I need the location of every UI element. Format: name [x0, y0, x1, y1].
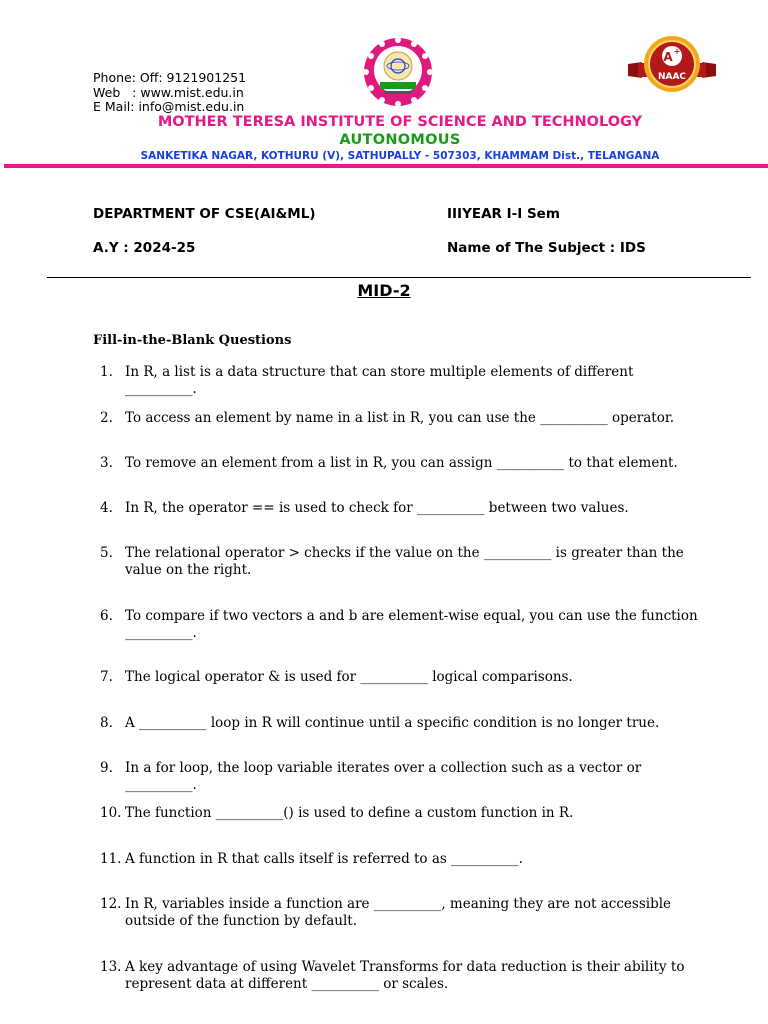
- question-item: [100, 715, 700, 732]
- question-text: In R, variables inside a function are __________, meaning they are not accessible outside of the function by default.: [125, 896, 672, 929]
- mist-seal-logo-icon: [362, 36, 434, 108]
- question-item: [100, 455, 700, 472]
- question-item: [100, 959, 700, 993]
- question-text: The logical operator & is used for __________ logical comparisons.: [125, 669, 573, 685]
- question-text: In a for loop, the loop variable iterates over a collection such as a vector or __________.: [125, 760, 642, 793]
- web-text: Web : www.mist.edu.in: [93, 84, 244, 100]
- question-text: To remove an element from a list in R, you can assign __________ to that element.: [125, 455, 678, 471]
- question-number: 1.: [100, 364, 113, 380]
- question-number: 7.: [100, 669, 113, 685]
- question-item: [100, 851, 700, 868]
- question-text: The function __________() is used to define a custom function in R.: [125, 805, 574, 821]
- institute-name: MOTHER TERESA INSTITUTE OF SCIENCE AND TECHNOLOGY: [157, 114, 643, 130]
- naac-label: NAAC: [657, 72, 687, 82]
- question-number: 12.: [100, 896, 122, 912]
- question-text: A __________ loop in R will continue until a specific condition is no longer true.: [125, 715, 660, 731]
- section-heading: Fill-in-the-Blank Questions: [93, 333, 292, 348]
- question-item: [100, 608, 700, 642]
- question-text: The relational operator > checks if the value on the __________ is greater than the value on the right.: [125, 545, 684, 578]
- question-item: [100, 760, 700, 794]
- phone-text: Phone: Off: 9121901251: [93, 70, 247, 85]
- question-number: 9.: [100, 760, 113, 776]
- question-number: 11.: [100, 851, 122, 867]
- horizontal-rule: [47, 277, 751, 278]
- question-number: 3.: [100, 455, 113, 471]
- question-item: [100, 364, 700, 398]
- question-number: 6.: [100, 608, 113, 624]
- question-number: 4.: [100, 500, 113, 516]
- exam-title: [0, 281, 768, 300]
- naac-a-plus-badge-icon: [624, 34, 720, 98]
- question-text: To compare if two vectors a and b are element-wise equal, you can use the function __________.: [125, 608, 698, 641]
- question-item: [100, 669, 700, 686]
- svg-text:+: +: [673, 47, 681, 56]
- question-text: In R, a list is a data structure that can store multiple elements of different __________.: [125, 364, 634, 397]
- email-text: E Mail: info@mist.edu.in: [93, 99, 245, 114]
- question-text: In R, the operator == is used to check for __________ between two values.: [125, 500, 629, 516]
- question-item: [100, 545, 700, 579]
- question-number: 5.: [100, 545, 113, 561]
- year-semester: IIIYEAR I-I Sem: [447, 206, 560, 222]
- department-label: DEPARTMENT OF CSE(AI&ML): [93, 206, 316, 222]
- question-item: [100, 805, 700, 822]
- question-item: [100, 896, 700, 930]
- header-divider-bar: [4, 164, 768, 168]
- subject-name: Name of The Subject : IDS: [447, 240, 646, 256]
- question-number: 13.: [100, 959, 122, 975]
- institute-address: SANKETIKA NAGAR, KOTHURU (V), SATHUPALLY - 507303, KHAMMAM Dist., TELANGANA: [140, 150, 660, 162]
- question-number: 10.: [100, 805, 122, 821]
- academic-year: A.Y : 2024-25: [93, 240, 196, 256]
- exam-title-text: MID-2: [357, 281, 411, 300]
- contact-info: [93, 71, 246, 115]
- autonomous-label: AUTONOMOUS: [339, 132, 461, 148]
- question-text: To access an element by name in a list in R, you can use the __________ operator.: [125, 410, 675, 426]
- svg-text:A: A: [663, 50, 673, 64]
- question-text: A function in R that calls itself is referred to as __________.: [125, 851, 523, 867]
- question-number: 2.: [100, 410, 113, 426]
- question-text: A key advantage of using Wavelet Transforms for data reduction is their ability to represent data at different __________ or scales.: [125, 959, 685, 992]
- question-item: [100, 500, 700, 517]
- question-number: 8.: [100, 715, 113, 731]
- question-item: [100, 410, 700, 427]
